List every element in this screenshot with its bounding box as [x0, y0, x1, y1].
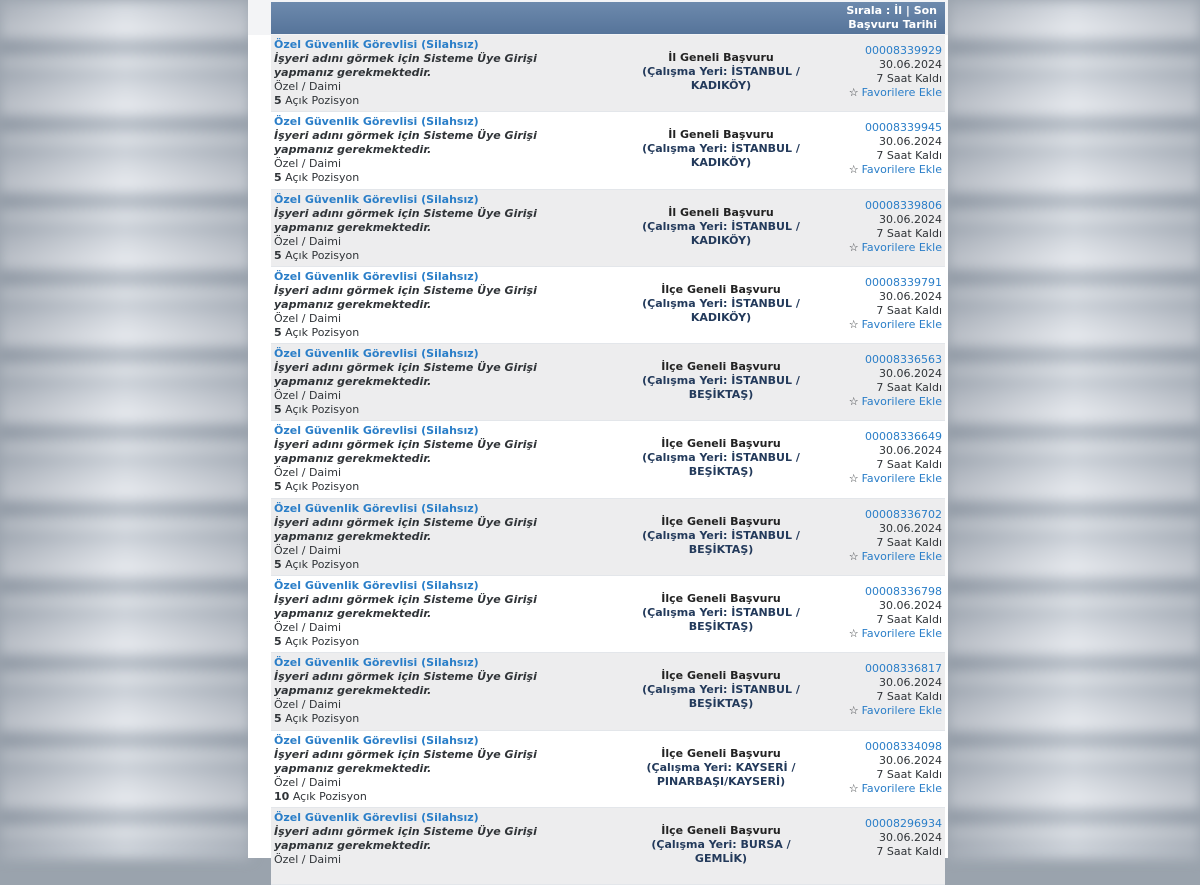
application-scope: [626, 592, 816, 634]
open-positions-count: 5: [274, 403, 282, 417]
add-to-favorites-label: Favorilere Ekle: [861, 163, 942, 177]
open-positions: [274, 712, 614, 726]
employment-type: Özel / Daimi: [274, 621, 341, 635]
login-required-notice: İşyeri adını görmek için Sisteme Üye Girişi yapmanız gerekmektedir.: [274, 824, 537, 852]
login-required-notice: İşyeri adını görmek için Sisteme Üye Girişi yapmanız gerekmektedir.: [274, 515, 537, 543]
add-to-favorites-label: Favorilere Ekle: [861, 627, 942, 641]
blurred-background-right: [948, 0, 1200, 858]
table-header-bar: [271, 2, 945, 34]
employment-type: Özel / Daimi: [274, 543, 341, 557]
listing-meta: [865, 817, 942, 859]
application-scope: [626, 437, 816, 479]
employment-type: Özel / Daimi: [274, 852, 341, 866]
deadline-date: 30.06.2024: [879, 444, 942, 458]
employment-type: Özel / Daimi: [274, 698, 341, 712]
open-positions-count: 5: [274, 94, 282, 107]
login-required-notice: İşyeri adını görmek için Sisteme Üye Girişi yapmanız gerekmektedir.: [274, 438, 537, 466]
login-required-notice: İşyeri adını görmek için Sisteme Üye Girişi yapmanız gerekmektedir.: [274, 361, 537, 389]
time-remaining: 7 Saat Kaldı: [876, 690, 942, 704]
login-required-notice: İşyeri adını görmek için Sisteme Üye Girişi yapmanız gerekmektedir.: [274, 670, 537, 698]
work-location: (Çalışma Yeri: KAYSERİ / PINARBAŞI/KAYSERİ): [646, 760, 796, 788]
login-required-notice: İşyeri adını görmek için Sisteme Üye Girişi yapmanız gerekmektedir.: [274, 129, 537, 157]
job-title-link[interactable]: Özel Güvenlik Görevlisi (Silahsız): [274, 192, 479, 206]
listing-info: [274, 502, 614, 572]
job-title-link[interactable]: Özel Güvenlik Görevlisi (Silahsız): [274, 269, 479, 283]
star-icon: ☆: [848, 472, 859, 486]
employment-type: Özel / Daimi: [274, 234, 341, 248]
employment-type: Özel / Daimi: [274, 466, 341, 480]
scope-label: İlçe Geneli Başvuru: [661, 746, 781, 760]
add-to-favorites-button[interactable]: [849, 318, 942, 332]
open-positions-label: Açık Pozisyon: [285, 480, 360, 494]
sort-by-last-date-link-line2[interactable]: Başvuru Tarihi: [848, 18, 937, 31]
time-remaining: 7 Saat Kaldı: [876, 149, 942, 163]
listing-row: [271, 421, 945, 498]
add-to-favorites-label: Favorilere Ekle: [861, 240, 942, 254]
job-title-link[interactable]: Özel Güvenlik Görevlisi (Silahsız): [274, 810, 479, 824]
application-scope: [626, 747, 816, 789]
listing-meta: [849, 353, 942, 409]
deadline-date: 30.06.2024: [879, 521, 942, 535]
listing-number-link[interactable]: 00008336563: [865, 353, 942, 367]
listing-number-link[interactable]: 00008336817: [865, 662, 942, 676]
listing-number-link[interactable]: 00008339945: [865, 121, 942, 135]
listing-number-link[interactable]: 00008336798: [865, 585, 942, 599]
application-scope: [626, 824, 816, 866]
listing-info: [274, 579, 614, 649]
listing-row: [271, 576, 945, 653]
open-positions-label: Açık Pozisyon: [285, 325, 360, 339]
scope-label: İlçe Geneli Başvuru: [661, 669, 781, 683]
deadline-date: 30.06.2024: [879, 676, 942, 690]
listing-row: [271, 112, 945, 189]
open-positions-count: 10: [274, 789, 290, 803]
deadline-date: 30.06.2024: [879, 367, 942, 381]
star-icon: ☆: [848, 163, 859, 177]
listing-number-link[interactable]: 00008336702: [865, 507, 942, 521]
open-positions-count: 5: [274, 635, 282, 649]
time-remaining: 7 Saat Kaldı: [876, 844, 942, 858]
open-positions-label: Açık Pozisyon: [285, 712, 360, 726]
open-positions: [274, 635, 614, 649]
scope-label: İlçe Geneli Başvuru: [661, 514, 781, 528]
job-title-link[interactable]: Özel Güvenlik Görevlisi (Silahsız): [274, 347, 479, 361]
listing-meta: [849, 740, 942, 796]
listing-info: [274, 424, 614, 494]
deadline-date: 30.06.2024: [879, 135, 942, 149]
application-scope: [626, 206, 816, 248]
login-required-notice: İşyeri adını görmek için Sisteme Üye Girişi yapmanız gerekmektedir.: [274, 747, 537, 775]
add-to-favorites-button[interactable]: [849, 86, 942, 100]
deadline-date: 30.06.2024: [879, 212, 942, 226]
listing-info: [274, 811, 614, 867]
listing-number-link[interactable]: 00008339806: [865, 198, 942, 212]
scope-label: İlçe Geneli Başvuru: [661, 592, 781, 606]
job-listings-panel: [248, 0, 948, 866]
employment-type: Özel / Daimi: [274, 389, 341, 403]
add-to-favorites-label: Favorilere Ekle: [861, 86, 942, 99]
login-required-notice: İşyeri adını görmek için Sisteme Üye Girişi yapmanız gerekmektedir.: [274, 206, 537, 234]
open-positions-label: Açık Pozisyon: [285, 171, 360, 185]
login-required-notice: İşyeri adını görmek için Sisteme Üye Girişi yapmanız gerekmektedir.: [274, 52, 537, 79]
open-positions-label: Açık Pozisyon: [285, 248, 360, 262]
listing-row: [271, 190, 945, 267]
listing-row: [271, 499, 945, 576]
add-to-favorites-label: Favorilere Ekle: [861, 472, 942, 486]
open-positions-count: 5: [274, 557, 282, 571]
open-positions: [274, 326, 614, 340]
listing-info: [274, 656, 614, 726]
time-remaining: 7 Saat Kaldı: [876, 535, 942, 549]
work-location: (Çalışma Yeri: İSTANBUL / BEŞİKTAŞ): [642, 374, 800, 402]
add-to-favorites-button[interactable]: [849, 241, 942, 255]
work-location: (Çalışma Yeri: İSTANBUL / BEŞİKTAŞ): [642, 606, 800, 634]
listing-meta: [849, 199, 942, 255]
star-icon: ☆: [848, 317, 859, 331]
open-positions: [274, 403, 614, 417]
star-icon: ☆: [848, 240, 859, 254]
listing-number-link[interactable]: 00008339929: [865, 44, 942, 57]
job-title-link[interactable]: Özel Güvenlik Görevlisi (Silahsız): [274, 501, 479, 515]
deadline-date: 30.06.2024: [879, 58, 942, 71]
deadline-date: 30.06.2024: [879, 753, 942, 767]
listing-info: [274, 115, 614, 185]
listing-meta: [849, 508, 942, 564]
job-title-link[interactable]: Özel Güvenlik Görevlisi (Silahsız): [274, 115, 479, 129]
sort-by-last-date-link[interactable]: Son: [913, 4, 937, 17]
star-icon: ☆: [848, 781, 859, 795]
scope-label: İl Geneli Başvuru: [668, 51, 774, 64]
open-positions: [274, 94, 614, 108]
open-positions: [274, 249, 614, 263]
time-remaining: 7 Saat Kaldı: [876, 613, 942, 627]
star-icon: ☆: [848, 704, 859, 718]
listing-info: [274, 347, 614, 417]
work-location: (Çalışma Yeri: İSTANBUL / BEŞİKTAŞ): [642, 528, 800, 556]
sort-by-province-link[interactable]: İl: [894, 4, 902, 17]
add-to-favorites-label: Favorilere Ekle: [861, 704, 942, 718]
sort-separator: |: [902, 4, 914, 17]
listing-number-link[interactable]: 00008296934: [865, 816, 942, 830]
scope-label: İlçe Geneli Başvuru: [661, 282, 781, 296]
open-positions-label: Açık Pozisyon: [292, 789, 367, 803]
open-positions-label: Açık Pozisyon: [285, 557, 360, 571]
open-positions-label: Açık Pozisyon: [285, 635, 360, 649]
job-title-link[interactable]: Özel Güvenlik Görevlisi (Silahsız): [274, 579, 479, 593]
employment-type: Özel / Daimi: [274, 311, 341, 325]
deadline-date: 30.06.2024: [879, 289, 942, 303]
application-scope: [626, 283, 816, 325]
time-remaining: 7 Saat Kaldı: [876, 767, 942, 781]
sort-prefix: Sırala :: [846, 4, 895, 17]
open-positions-count: 5: [274, 171, 282, 185]
blurred-background-left: [0, 0, 250, 858]
add-to-favorites-button[interactable]: [849, 395, 942, 409]
star-icon: ☆: [848, 627, 859, 641]
job-title-link[interactable]: Özel Güvenlik Görevlisi (Silahsız): [274, 733, 479, 747]
open-positions: [274, 558, 614, 572]
listing-meta: [849, 121, 942, 177]
application-scope: [626, 51, 816, 93]
employment-type: Özel / Daimi: [274, 775, 341, 789]
work-location: (Çalışma Yeri: İSTANBUL / BEŞİKTAŞ): [642, 451, 800, 479]
application-scope: [626, 360, 816, 402]
job-title-link[interactable]: Özel Güvenlik Görevlisi (Silahsız): [274, 424, 479, 438]
scope-label: İlçe Geneli Başvuru: [661, 360, 781, 374]
add-to-favorites-button[interactable]: [849, 550, 942, 564]
listing-info: [274, 734, 614, 804]
sort-controls: [846, 4, 937, 32]
open-positions: [274, 171, 614, 185]
listing-row: [271, 731, 945, 808]
listing-info: [274, 38, 614, 108]
listing-number-link[interactable]: 00008334098: [865, 739, 942, 753]
listing-number-link[interactable]: 00008339791: [865, 275, 942, 289]
add-to-favorites-button[interactable]: [849, 472, 942, 486]
open-positions-label: Açık Pozisyon: [285, 94, 360, 107]
add-to-favorites-label: Favorilere Ekle: [861, 317, 942, 331]
time-remaining: 7 Saat Kaldı: [876, 458, 942, 472]
scope-label: İlçe Geneli Başvuru: [661, 437, 781, 451]
add-to-favorites-label: Favorilere Ekle: [861, 781, 942, 795]
open-positions-count: 5: [274, 480, 282, 494]
job-title-link[interactable]: Özel Güvenlik Görevlisi (Silahsız): [274, 656, 479, 670]
listing-table: [271, 35, 945, 885]
work-location: (Çalışma Yeri: İSTANBUL / KADIKÖY): [642, 296, 800, 324]
add-to-favorites-button[interactable]: [849, 627, 942, 641]
work-location: (Çalışma Yeri: BURSA / GEMLİK): [651, 837, 791, 865]
add-to-favorites-button[interactable]: [849, 704, 942, 718]
listing-row: [271, 267, 945, 344]
listing-row: [271, 653, 945, 730]
work-location: (Çalışma Yeri: İSTANBUL / KADIKÖY): [642, 65, 800, 92]
listing-meta: [849, 276, 942, 332]
open-positions-count: 5: [274, 712, 282, 726]
deadline-date: 30.06.2024: [879, 830, 942, 844]
time-remaining: 7 Saat Kaldı: [876, 72, 942, 85]
star-icon: ☆: [848, 86, 859, 99]
login-required-notice: İşyeri adını görmek için Sisteme Üye Girişi yapmanız gerekmektedir.: [274, 283, 537, 311]
add-to-favorites-button[interactable]: [849, 782, 942, 796]
star-icon: ☆: [848, 395, 859, 409]
add-to-favorites-button[interactable]: [849, 163, 942, 177]
open-positions: [274, 790, 614, 804]
listing-info: [274, 193, 614, 263]
deadline-date: 30.06.2024: [879, 599, 942, 613]
employment-type: Özel / Daimi: [274, 80, 341, 93]
add-to-favorites-label: Favorilere Ekle: [861, 549, 942, 563]
application-scope: [626, 128, 816, 170]
listing-meta: [849, 430, 942, 486]
login-required-notice: İşyeri adını görmek için Sisteme Üye Girişi yapmanız gerekmektedir.: [274, 593, 537, 621]
open-positions-count: 5: [274, 248, 282, 262]
application-scope: [626, 669, 816, 711]
star-icon: ☆: [848, 549, 859, 563]
open-positions: [274, 480, 614, 494]
work-location: (Çalışma Yeri: İSTANBUL / BEŞİKTAŞ): [642, 683, 800, 711]
open-positions-label: Açık Pozisyon: [285, 403, 360, 417]
work-location: (Çalışma Yeri: İSTANBUL / KADIKÖY): [642, 142, 800, 170]
listing-number-link[interactable]: 00008336649: [865, 430, 942, 444]
time-remaining: 7 Saat Kaldı: [876, 303, 942, 317]
application-scope: [626, 515, 816, 557]
listing-info: [274, 270, 614, 340]
listing-meta: [849, 585, 942, 641]
job-title-link[interactable]: Özel Güvenlik Görevlisi (Silahsız): [274, 38, 479, 51]
listing-meta: [849, 44, 942, 100]
add-to-favorites-label: Favorilere Ekle: [861, 395, 942, 409]
time-remaining: 7 Saat Kaldı: [876, 381, 942, 395]
scope-label: İl Geneli Başvuru: [668, 128, 774, 142]
listing-row: [271, 808, 945, 885]
time-remaining: 7 Saat Kaldı: [876, 226, 942, 240]
scope-label: İl Geneli Başvuru: [668, 205, 774, 219]
work-location: (Çalışma Yeri: İSTANBUL / KADIKÖY): [642, 219, 800, 247]
open-positions-count: 5: [274, 325, 282, 339]
table-header: [248, 0, 948, 35]
employment-type: Özel / Daimi: [274, 157, 341, 171]
listing-row: [271, 35, 945, 112]
listing-row: [271, 344, 945, 421]
listing-meta: [849, 662, 942, 718]
scope-label: İlçe Geneli Başvuru: [661, 823, 781, 837]
